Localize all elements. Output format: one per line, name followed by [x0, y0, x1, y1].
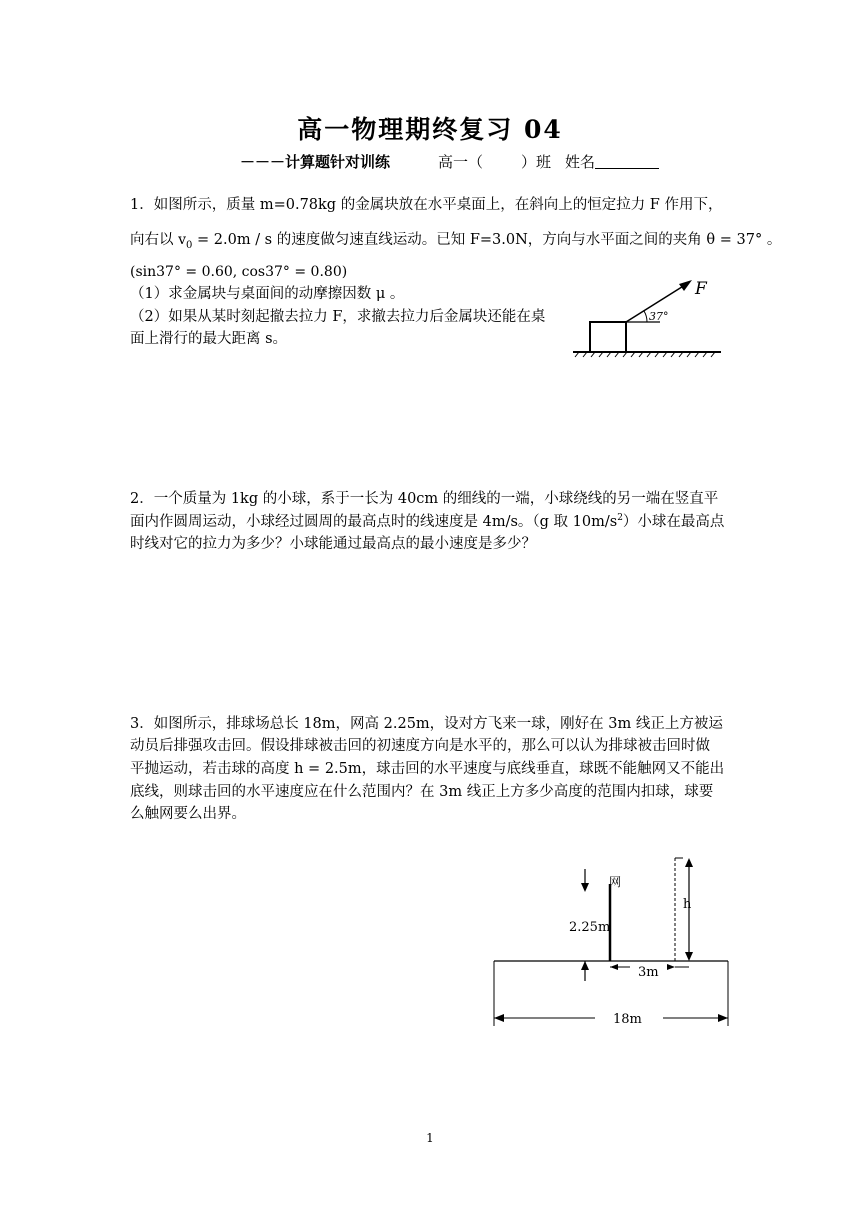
class-prefix: 高一（ — [438, 153, 484, 171]
name-blank — [595, 154, 659, 169]
force-label: F — [695, 279, 707, 299]
net-height-label: 2.25m — [569, 920, 611, 935]
q1-line3: (sin37° = 0.60, cos37° = 0.80) — [130, 264, 348, 280]
metal-block — [590, 322, 626, 352]
q1-line4: （1）求金属块与桌面间的动摩擦因数 μ 。 — [130, 286, 405, 302]
three-m-label: 3m — [638, 965, 659, 980]
q2-line2: 面内作圆周运动，小球经过圆周的最高点时的线速度是 4m/s。（g 取 $10m/s^2$）小球在最高点 — [130, 513, 725, 530]
q3-line5: 么触网要么出界。 — [130, 806, 246, 822]
q3-line1: 3．如图所示，排球场总长 18m，网高 2.25m，设对方飞来一球，刚好在 3m 线正上方被运 — [130, 716, 723, 732]
subtitle-main: －－－计算题针对训练 — [240, 153, 391, 171]
name-label: 姓名 — [565, 153, 596, 171]
net-label: 网 — [609, 875, 622, 889]
q2-line1: 2．一个质量为 1kg 的小球，系于一长为 40cm 的细线的一端，小球绕线的另一端在竖直平 — [130, 491, 719, 507]
q1-line6: 面上滑行的最大距离 s。 — [130, 331, 288, 347]
q1-figure — [565, 272, 730, 367]
q2-line3: 时线对它的拉力为多少？小球能通过最高点的最小速度是多少？ — [130, 536, 536, 552]
q1-line5: （2）如果从某时刻起撤去拉力 F，求撤去拉力后金属块还能在桌 — [130, 309, 546, 325]
q3-line4: 底线，则球击回的水平速度应在什么范围内？在 3m 线正上方多少高度的范围内扣球，球要 — [130, 784, 714, 800]
h-label: h — [683, 897, 692, 912]
q3-figure — [485, 850, 735, 1035]
class-suffix: ）班 — [521, 153, 552, 171]
page-title: 高一物理期终复习 04 — [297, 115, 563, 144]
q3-line3: 平抛运动，若击球的高度 h = 2.5m，球击回的水平速度与底线垂直，球既不能触网又不能出 — [130, 761, 725, 777]
q3-line2: 动员后排强攻击回。假设排球被击回的初速度方向是水平的，那么可以认为排球被击回时做 — [130, 738, 710, 754]
v0-symbol: $v_0$ — [178, 232, 193, 251]
q1-line2: 向右以 $v_0 = 2.0m / s$ 的速度做匀速直线运动。已知 F=3.0N，方向与水平面之间的夹角 θ = 37° 。 — [130, 232, 782, 251]
angle-label: 37° — [649, 310, 669, 323]
page-number: 1 — [426, 1131, 434, 1145]
q1-line1: 1．如图所示，质量 m=0.78kg 的金属块放在水平桌面上，在斜向上的恒定拉力 F 作用下， — [130, 197, 723, 213]
subtitle-line — [240, 151, 659, 172]
eighteen-m-label: 18m — [613, 1012, 642, 1027]
